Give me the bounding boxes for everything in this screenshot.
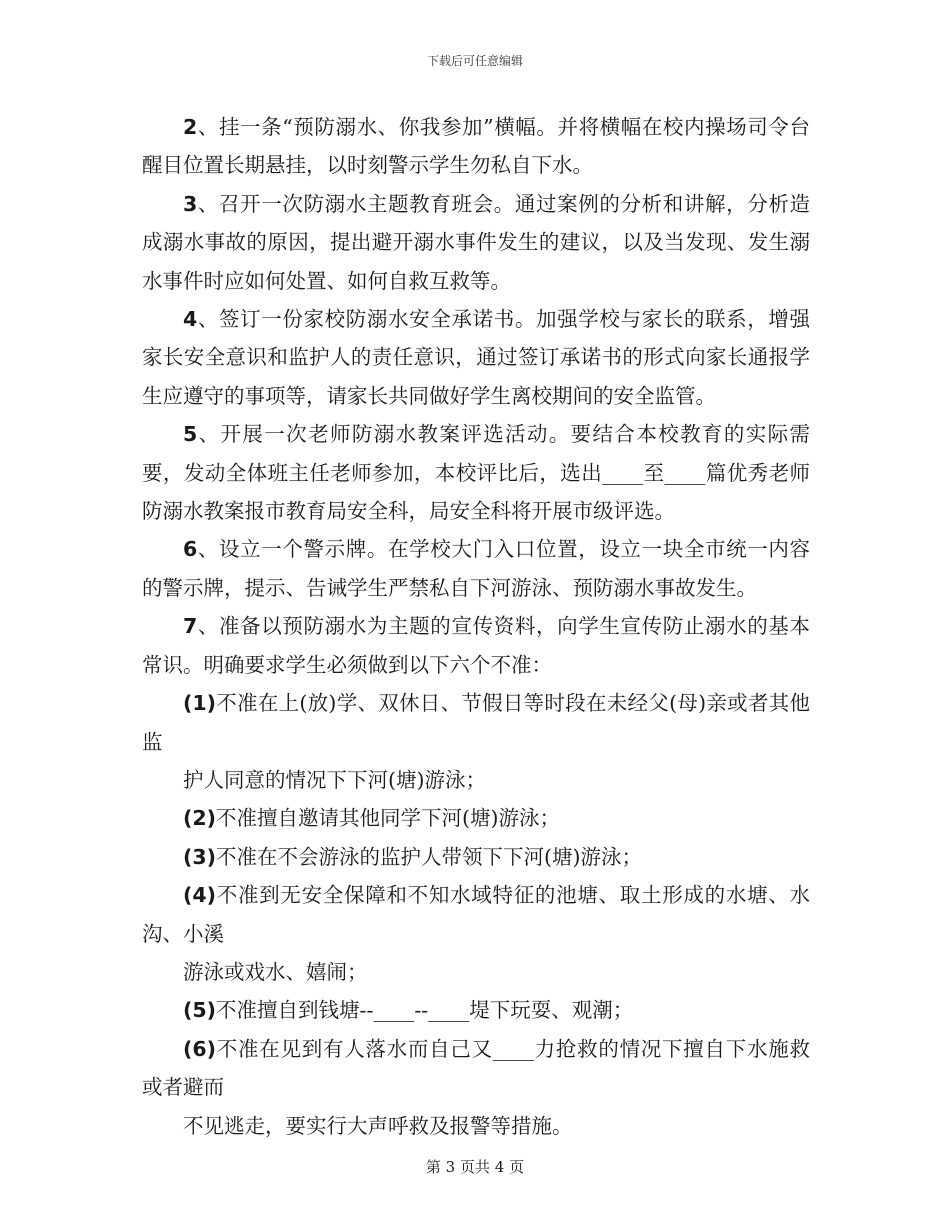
rule-number: (4) [183,883,217,908]
rule-number: (5) [183,998,217,1023]
rule-item-1 [142,684,810,761]
page-number-footer: 第 3 页共 4 页 [425,1158,525,1176]
paragraph-text: 、开展一次老师防溺水教案评选活动。要结合本校教育的实际需要，发动全体班主任老师参加，本校评比后，选出____至____篇优秀老师防溺水教案报市教育局安全科，局安全科将开展市级评选。 [142,422,810,524]
paragraph-text: 、召开一次防溺水主题教育班会。通过案例的分析和讲解，分析造成溺水事故的原因，提出避开溺水事件发生的建议，以及当发现、发生溺水事件时应如何处置、如何自救互救等。 [142,191,810,293]
paragraph-text: 、设立一个警示牌。在学校大门入口位置，设立一块全市统一内容的警示牌，提示、告诫学生严禁私自下河游泳、预防溺水事故发生。 [142,537,810,600]
rule-number: (1) [183,691,217,716]
item-number: 7 [183,614,198,639]
paragraph-text: 、签订一份家校防溺水安全承诺书。加强学校与家长的联系，增强家长安全意识和监护人的责任意识，通过签订承诺书的形式向家长通报学生应遵守的事项等，请家长共同做好学生离校期间的安全监管。 [142,307,810,408]
rule-item-3 [142,838,810,876]
paragraph-item-2 [142,108,810,185]
item-number: 6 [183,537,198,562]
item-number: 4 [183,307,198,332]
rule-number: (3) [183,844,217,869]
item-number: 3 [183,191,198,216]
paragraph-text: 、挂一条“预防溺水、你我参加”横幅。并将横幅在校内操场司令台醒目位置长期悬挂，以时刻警示学生勿私自下水。 [142,115,810,178]
item-number: 5 [183,422,198,447]
rule-item-4 [142,876,810,953]
page-header-note: 下载后可任意编辑 [426,54,523,68]
rule-text: 不准在见到有人落水而自己又____力抢救的情况下擅自下水施救或者避而 [142,1036,810,1100]
rule-item-1-continuation: 护人同意的情况下下河(塘)游泳； [183,767,486,792]
rule-text: 不准擅自到钱塘--____--____堤下玩耍、观潮； [216,998,634,1023]
paragraph-item-5 [142,415,810,530]
item-number: 2 [183,115,198,139]
rule-item-6 [142,1030,810,1107]
rule-item-5 [142,991,810,1029]
paragraph-item-4 [142,300,810,415]
rule-text: 不准在不会游泳的监护人带领下下河(塘)游泳； [216,844,643,869]
rule-item-6-continuation: 不见逃走，要实行大声呼救及报警等措施。 [183,1113,573,1138]
paragraph-item-7 [142,607,810,684]
paragraph-item-3 [142,185,810,300]
rule-number: (6) [183,1036,217,1061]
paragraph-text: 、准备以预防溺水为主题的宣传资料，向学生宣传防止溺水的基本常识。明确要求学生必须做到以下六个不准： [142,614,810,677]
rule-text: 不准擅自邀请其他同学下河(塘)游泳； [216,806,561,831]
paragraph-item-6 [142,530,810,607]
rule-text: 不准到无安全保障和不知水域特征的池塘、取土形成的水塘、水沟、小溪 [142,883,810,946]
rule-item-2 [142,799,810,837]
document-body [142,108,810,1145]
rule-item-4-continuation: 游泳或戏水、嬉闹； [183,959,368,984]
rule-number: (2) [183,806,217,831]
rule-text: 不准在上(放)学、双休日、节假日等时段在未经父(母)亲或者其他监 [142,691,810,754]
